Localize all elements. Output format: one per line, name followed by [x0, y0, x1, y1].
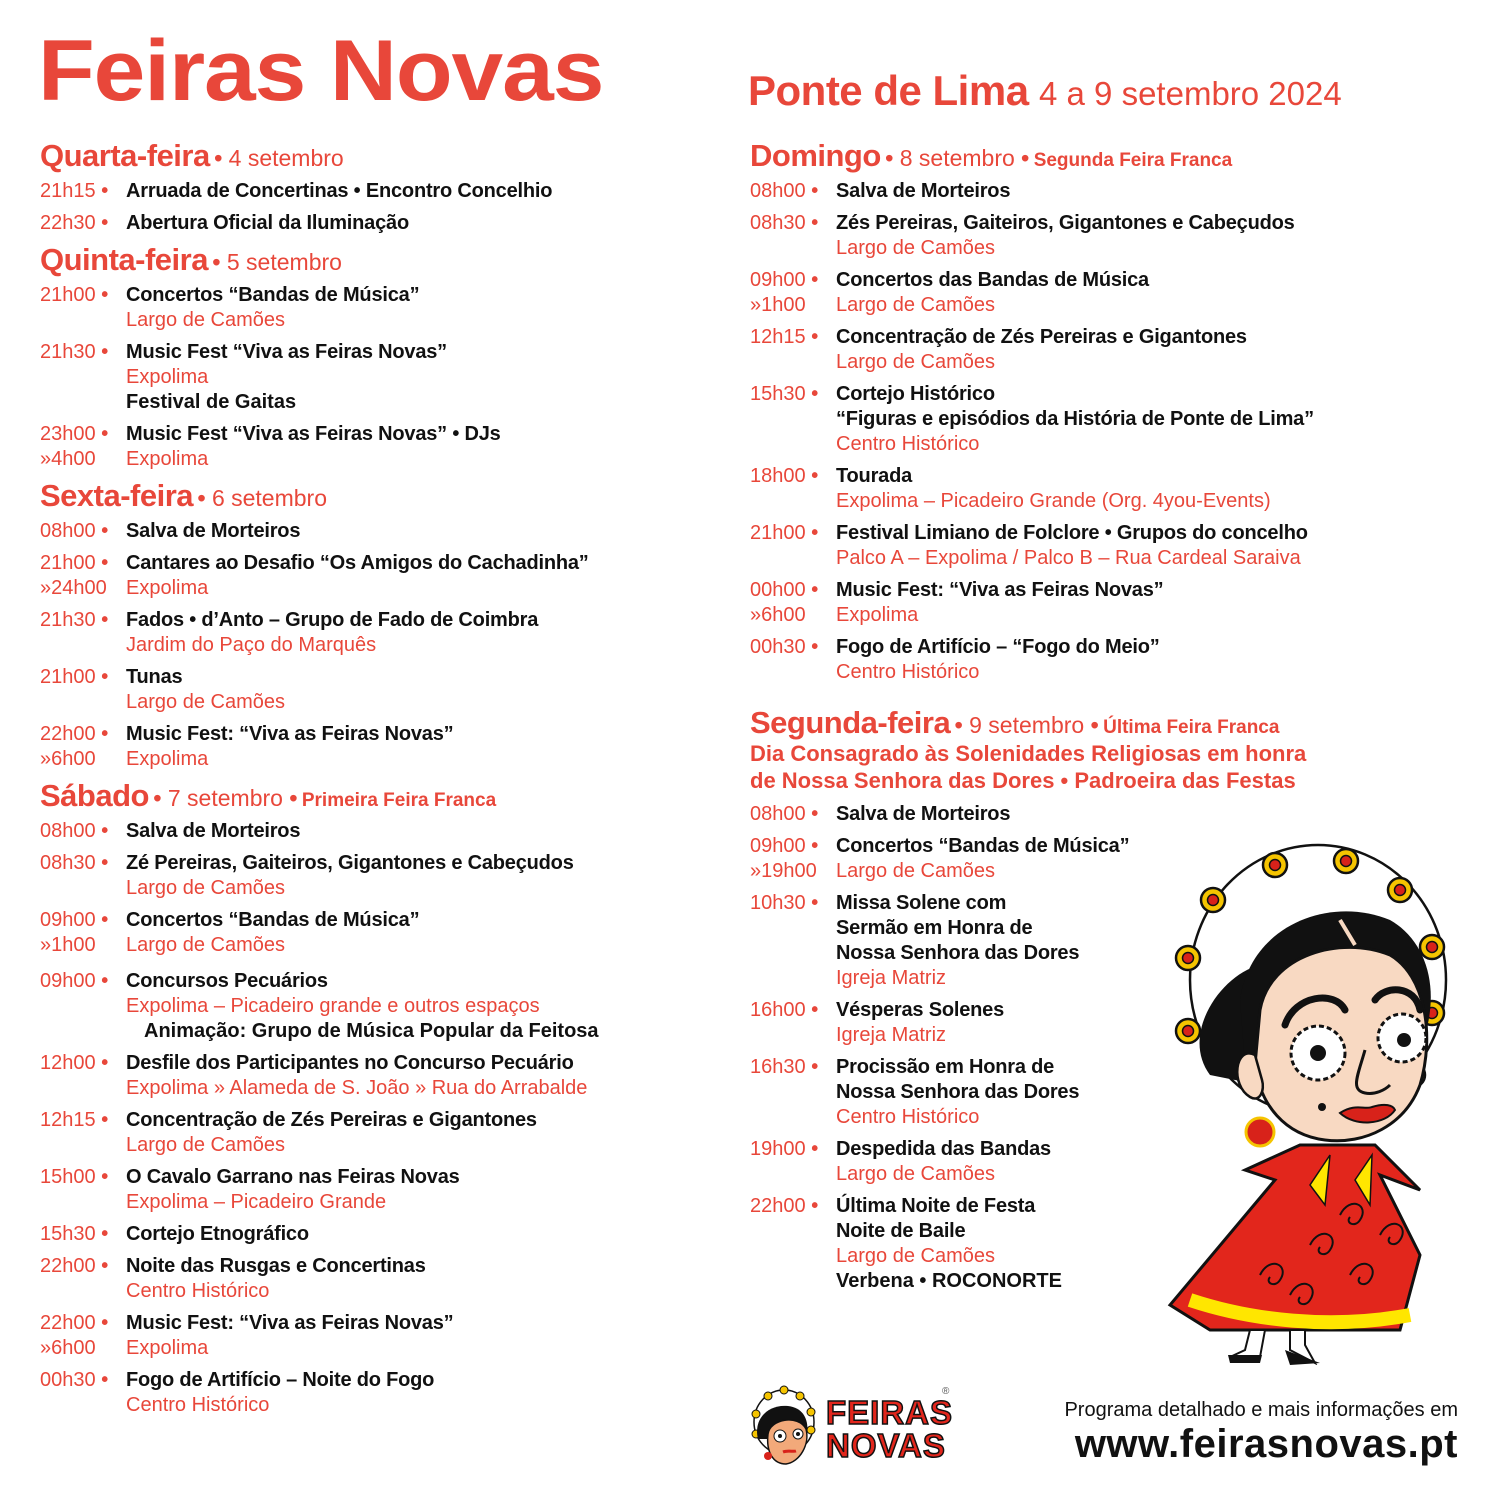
event-title: Salva de Morteiros: [836, 803, 1011, 825]
event-time: 21h30 •: [40, 609, 109, 631]
day-section-quinta: [40, 244, 730, 472]
event-place: Expolima – Picadeiro Grande (Org. 4you-Events): [836, 490, 1271, 512]
event-until: »4h00: [40, 448, 96, 470]
event-time: 23h00 •: [40, 423, 109, 445]
event-place: Expolima: [836, 604, 919, 626]
event-title: Fogo de Artifício – Noite do Fogo: [126, 1369, 435, 1391]
event-title: Music Fest: “Viva as Feiras Novas”: [836, 579, 1164, 601]
event-time: 00h30 •: [40, 1369, 109, 1391]
event-time: 21h00 •: [750, 522, 819, 544]
event-row: [40, 179, 730, 204]
day-header: Sexta-feira • 6 setembro: [40, 478, 327, 513]
event-time: 21h30 •: [40, 341, 109, 363]
event-time: 18h00 •: [750, 465, 819, 487]
event-place: Centro Histórico: [126, 1280, 270, 1302]
event-title: Cortejo Histórico: [836, 383, 995, 405]
footer-info: [1000, 1398, 1458, 1466]
event-title-line2: Sermão em Honra de: [836, 917, 1033, 939]
event-title: Zés Pereiras, Gaiteiros, Gigantones e Cabeçudos: [836, 212, 1295, 234]
event-until: »1h00: [40, 934, 96, 956]
event-title: O Cavalo Garrano nas Feiras Novas: [126, 1166, 460, 1188]
event-title: Arruada de Concertinas • Encontro Concelhio: [126, 180, 553, 202]
logo-line-2: NOVAS: [826, 1427, 946, 1464]
event-place: Largo de Camões: [126, 934, 285, 956]
logo-wordmark: [826, 1396, 953, 1462]
day-header: Segunda-feira • 9 setembro • Última Feira Franca: [750, 705, 1280, 740]
day-name: Segunda-feira: [750, 705, 951, 740]
event-title: Festival Limiano de Folclore • Grupos do concelho: [836, 522, 1308, 544]
event-title: Concertos “Bandas de Música”: [126, 284, 420, 306]
event-time: 15h30 •: [40, 1223, 109, 1245]
event-title: Desfile dos Participantes no Concurso Pecuário: [126, 1052, 574, 1074]
event-title: Music Fest: “Viva as Feiras Novas”: [126, 723, 454, 745]
feiras-novas-logo: [748, 1384, 958, 1474]
registered-mark: ®: [942, 1386, 950, 1397]
event-time: 12h15 •: [750, 326, 819, 348]
event-row: [40, 1222, 730, 1247]
event-place: Centro Histórico: [836, 1106, 980, 1128]
event-time: 16h00 •: [750, 999, 819, 1021]
event-row: [40, 1368, 730, 1418]
day-header: [40, 140, 730, 171]
day-date: 5 setembro: [226, 249, 342, 275]
event-title: Zé Pereiras, Gaiteiros, Gigantones e Cabeçudos: [126, 852, 574, 874]
event-row: [40, 211, 730, 236]
event-title: Despedida das Bandas: [836, 1138, 1051, 1160]
day-name: Domingo: [750, 138, 881, 173]
event-row: [40, 908, 730, 958]
event-extra: Festival de Gaitas: [126, 391, 297, 413]
event-row: [750, 268, 1470, 318]
event-time: 21h00 •: [40, 666, 109, 688]
event-place: Expolima: [126, 748, 209, 770]
earring-icon: [1246, 1118, 1274, 1146]
event-until: »6h00: [40, 1337, 96, 1359]
event-title-line2: Noite de Baile: [836, 1220, 966, 1242]
day-date: 8 setembro: [899, 145, 1015, 171]
event-time: 22h00 •: [40, 1255, 109, 1277]
event-place: Largo de Camões: [126, 309, 285, 331]
event-row: [750, 578, 1470, 628]
event-subtitle: “Figuras e episódios da História de Ponte de Lima”: [836, 408, 1314, 430]
event-place: Centro Histórico: [126, 1394, 270, 1416]
event-row: [40, 608, 730, 658]
event-row: [40, 551, 730, 601]
event-title: Concertos “Bandas de Música”: [836, 835, 1130, 857]
event-time: 21h15 •: [40, 180, 109, 202]
event-time: 21h00 •: [40, 284, 109, 306]
event-time: 08h30 •: [40, 852, 109, 874]
event-row: [40, 851, 730, 901]
event-row: [40, 1165, 730, 1215]
event-title: Missa Solene com: [836, 892, 1007, 914]
event-time: 22h00 •: [40, 1312, 109, 1334]
event-time: 09h00 •: [750, 835, 819, 857]
event-title: Salva de Morteiros: [126, 520, 301, 542]
day-header: Sábado • 7 setembro • Primeira Feira Franca: [40, 778, 497, 813]
event-row: [40, 340, 730, 415]
day-name: Quinta-feira: [40, 242, 208, 277]
event-until: »19h00: [750, 860, 817, 882]
event-time: 08h00 •: [750, 180, 819, 202]
event-time: 08h00 •: [750, 803, 819, 825]
day-name: Sábado: [40, 778, 149, 813]
event-time: 19h00 •: [750, 1138, 819, 1160]
event-time: 15h30 •: [750, 383, 819, 405]
day-date: 9 setembro: [969, 712, 1085, 738]
event-row: [750, 211, 1470, 261]
event-row: [40, 283, 730, 333]
event-time: 22h00 •: [750, 1195, 819, 1217]
day-date: 7 setembro: [167, 785, 283, 811]
day-date: 6 setembro: [211, 485, 327, 511]
event-place: Largo de Camões: [836, 860, 995, 882]
event-place: Largo de Camões: [836, 1245, 995, 1267]
footer-lead-text: Programa detalhado e mais informações em: [1064, 1399, 1458, 1421]
logo-face-icon: [748, 1384, 818, 1474]
event-place: Expolima: [126, 366, 209, 388]
event-place: Expolima – Picadeiro Grande: [126, 1191, 387, 1213]
event-title: Concentração de Zés Pereiras e Gigantones: [126, 1109, 537, 1131]
schedule-left-column: [40, 140, 730, 1426]
event-time: 00h30 •: [750, 636, 819, 658]
event-place: Expolima » Alameda de S. João » Rua do Arrabalde: [126, 1077, 588, 1099]
day-section-sexta: [40, 480, 730, 772]
event-until: »6h00: [40, 748, 96, 770]
event-title: Última Noite de Festa: [836, 1195, 1036, 1217]
event-place: Largo de Camões: [126, 1134, 285, 1156]
event-place: Expolima: [126, 1337, 209, 1359]
event-place: Largo de Camões: [126, 691, 285, 713]
event-row: [750, 635, 1470, 685]
event-time: 15h00 •: [40, 1166, 109, 1188]
event-title: Concentração de Zés Pereiras e Gigantones: [836, 326, 1247, 348]
event-place: Centro Histórico: [836, 661, 980, 683]
event-title: Concursos Pecuários: [126, 970, 328, 992]
festival-dates: 4 a 9 setembro 2024: [1039, 75, 1342, 112]
event-time: 22h30 •: [40, 212, 109, 234]
event-title: Salva de Morteiros: [836, 180, 1011, 202]
day-header: Quinta-feira • 5 setembro: [40, 242, 342, 277]
event-time: 09h00 •: [40, 909, 109, 931]
day-tag: Segunda Feira Franca: [1033, 150, 1233, 171]
event-row: [40, 519, 730, 544]
event-title: Music Fest: “Viva as Feiras Novas”: [126, 1312, 454, 1334]
event-place: Jardim do Paço do Marquês: [126, 634, 377, 656]
event-extra: Verbena • ROCONORTE: [836, 1270, 1062, 1292]
day-tag: Última Feira Franca: [1103, 717, 1280, 738]
day-note-line: Dia Consagrado às Solenidades Religiosas em honra: [750, 741, 1307, 766]
event-until: »24h00: [40, 577, 107, 599]
event-row: [750, 179, 1470, 204]
event-time: 09h00 •: [750, 269, 819, 291]
day-header: Domingo • 8 setembro • Segunda Feira Franca: [750, 138, 1233, 173]
event-title: Music Fest “Viva as Feiras Novas” • DJs: [126, 423, 501, 445]
festival-place: Ponte de Lima: [748, 67, 1029, 114]
logo-line-1: FEIRAS: [826, 1394, 954, 1431]
event-until: »1h00: [750, 294, 806, 316]
day-tag: Primeira Feira Franca: [301, 790, 497, 811]
day-name: Sexta-feira: [40, 478, 194, 513]
event-time: 08h30 •: [750, 212, 819, 234]
event-title: Tunas: [126, 666, 183, 688]
event-time: 00h00 •: [750, 579, 819, 601]
event-title: Concertos “Bandas de Música”: [126, 909, 420, 931]
day-date: 4 setembro: [228, 145, 344, 171]
website-link[interactable]: www.feirasnovas.pt: [1074, 1422, 1458, 1466]
event-place: Centro Histórico: [836, 433, 980, 455]
event-row: [40, 722, 730, 772]
event-title: Vésperas Solenes: [836, 999, 1005, 1021]
day-section-domingo: [750, 140, 1470, 685]
event-row: [750, 802, 1470, 827]
event-title: Tourada: [836, 465, 913, 487]
event-place: Expolima: [126, 577, 209, 599]
event-row: [40, 665, 730, 715]
event-row: [40, 819, 730, 844]
event-until: »6h00: [750, 604, 806, 626]
event-title: Noite das Rusgas e Concertinas: [126, 1255, 426, 1277]
event-extra: Animação: Grupo de Música Popular da Feitosa: [144, 1020, 599, 1042]
festival-place-dates: [748, 67, 1342, 114]
event-title: Abertura Oficial da Iluminação: [126, 212, 409, 234]
event-row: [750, 521, 1470, 571]
event-time: 09h00 •: [40, 970, 109, 992]
event-time: 10h30 •: [750, 892, 819, 914]
event-time: 08h00 •: [40, 820, 109, 842]
bullet-separator: •: [214, 145, 223, 171]
day-dedication-note: [750, 740, 1470, 794]
event-time: 22h00 •: [40, 723, 109, 745]
day-name: Quarta-feira: [40, 138, 210, 173]
event-time: 12h15 •: [40, 1109, 109, 1131]
event-place: Palco A – Expolima / Palco B – Rua Cardeal Saraiva: [836, 547, 1301, 569]
event-place: Largo de Camões: [836, 237, 995, 259]
event-title: Concertos das Bandas de Música: [836, 269, 1149, 291]
event-time: 12h00 •: [40, 1052, 109, 1074]
event-place: Igreja Matriz: [836, 1024, 947, 1046]
event-row: [40, 422, 730, 472]
event-row: [750, 382, 1470, 457]
event-row: [40, 1254, 730, 1304]
event-title-line3: Nossa Senhora das Dores: [836, 942, 1080, 964]
event-place: Igreja Matriz: [836, 967, 947, 989]
event-title-line2: Nossa Senhora das Dores: [836, 1081, 1080, 1103]
event-time: 16h30 •: [750, 1056, 819, 1078]
event-place: Largo de Camões: [836, 1163, 995, 1185]
event-place: Largo de Camões: [836, 351, 995, 373]
event-row: [40, 1051, 730, 1101]
event-row: [40, 969, 730, 1044]
event-row: [40, 1311, 730, 1361]
event-place: Largo de Camões: [126, 877, 285, 899]
event-place: Largo de Camões: [836, 294, 995, 316]
day-note-line: de Nossa Senhora das Dores • Padroeira das Festas: [750, 768, 1296, 793]
event-title: Procissão em Honra de: [836, 1056, 1055, 1078]
day-section-sabado: [40, 780, 730, 1418]
event-title: Music Fest “Viva as Feiras Novas”: [126, 341, 447, 363]
event-title: Cantares ao Desafio “Os Amigos do Cachadinha”: [126, 552, 589, 574]
event-row: [750, 325, 1470, 375]
event-place: Expolima: [126, 448, 209, 470]
event-place: Expolima – Picadeiro grande e outros espaços: [126, 995, 540, 1017]
event-title: Cortejo Etnográfico: [126, 1223, 309, 1245]
event-title: Fados • d’Anto – Grupo de Fado de Coimbra: [126, 609, 539, 631]
day-section-quarta: [40, 140, 730, 236]
event-time: 08h00 •: [40, 520, 109, 542]
event-time: 21h00 •: [40, 552, 109, 574]
event-row: [40, 1108, 730, 1158]
mascot-illustration: [1150, 835, 1480, 1365]
event-title: Salva de Morteiros: [126, 820, 301, 842]
event-title: Fogo de Artifício – “Fogo do Meio”: [836, 636, 1160, 658]
event-row: [750, 464, 1470, 514]
festival-title: Feiras Novas: [38, 23, 604, 119]
